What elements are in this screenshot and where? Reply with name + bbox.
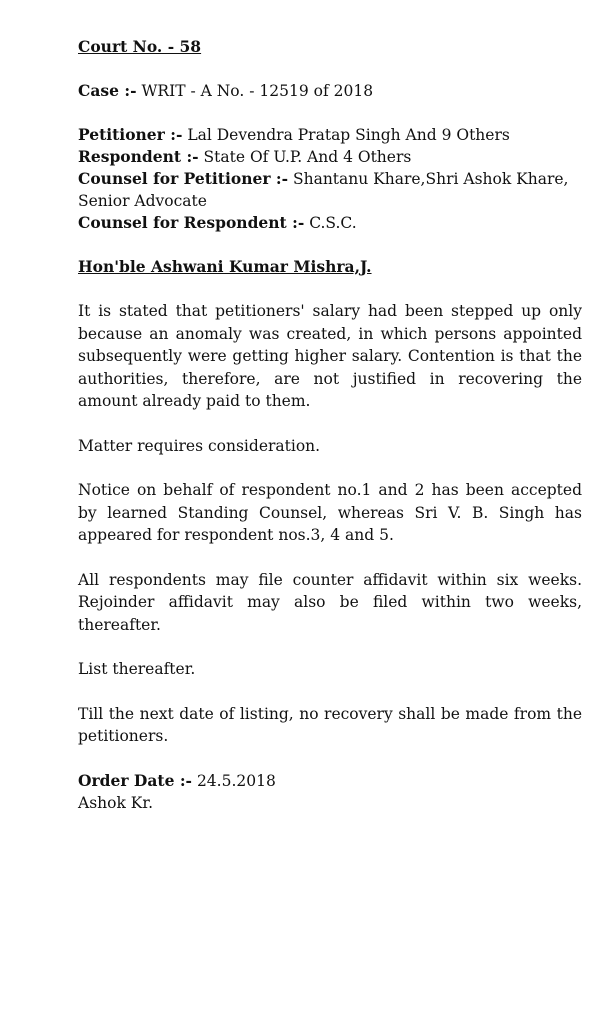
counsel-petitioner-label: Counsel for Petitioner :-: [78, 169, 289, 188]
case-line: [78, 80, 582, 102]
counsel-respondent-label: Counsel for Respondent :-: [78, 213, 305, 232]
paragraph-notice: Notice on behalf of respondent no.1 and 2 has been accepted by learned Standing Counsel, whereas Sri V. B. Singh has appeared for respondent nos.3, 4 and 5.: [78, 481, 582, 544]
respondent-label: Respondent :-: [78, 147, 199, 166]
counsel-petitioner-value: Shantanu Khare,Shri Ashok Khare, Senior Advocate: [78, 170, 569, 210]
counsel-respondent-line: [78, 212, 582, 234]
signatory: Ashok Kr.: [78, 793, 153, 812]
petitioner-label: Petitioner :-: [78, 125, 183, 144]
paragraph-salary-anomaly: It is stated that petitioners' salary had been stepped up only because an anomaly was created, in which persons appointed subsequently were getting higher salary. Contention is that the authorities, therefore, are not justified in recovering the amount already paid to them.: [78, 302, 582, 410]
paragraph-list: List thereafter.: [78, 660, 196, 678]
order-date-label: Order Date :-: [78, 770, 192, 790]
counsel-petitioner-line: [78, 168, 582, 212]
respondent-value: State Of U.P. And 4 Others: [203, 148, 412, 166]
petitioner-line: [78, 124, 582, 146]
court-number: Court No. - 58: [78, 37, 202, 56]
petitioner-value: Lal Devendra Pratap Singh And 9 Others: [187, 126, 510, 144]
case-label: Case :-: [78, 81, 137, 100]
parties-block: [78, 124, 582, 234]
paragraph-no-recovery: Till the next date of listing, no recovery shall be made from the petitioners.: [78, 704, 582, 745]
paragraph-affidavit: All respondents may file counter affidavit within six weeks. Rejoinder affidavit may also be filed within two weeks, thereafter.: [78, 570, 582, 634]
judge-name: Hon'ble Ashwani Kumar Mishra,J.: [78, 257, 372, 276]
order-document: [78, 36, 582, 814]
order-footer: [78, 770, 582, 814]
order-date-value: 24.5.2018: [196, 771, 276, 790]
order-date-line: [78, 770, 582, 792]
respondent-line: [78, 146, 582, 168]
counsel-respondent-value: C.S.C.: [309, 214, 357, 232]
case-value: WRIT - A No. - 12519 of 2018: [141, 82, 374, 100]
paragraph-consideration: Matter requires consideration.: [78, 436, 321, 455]
